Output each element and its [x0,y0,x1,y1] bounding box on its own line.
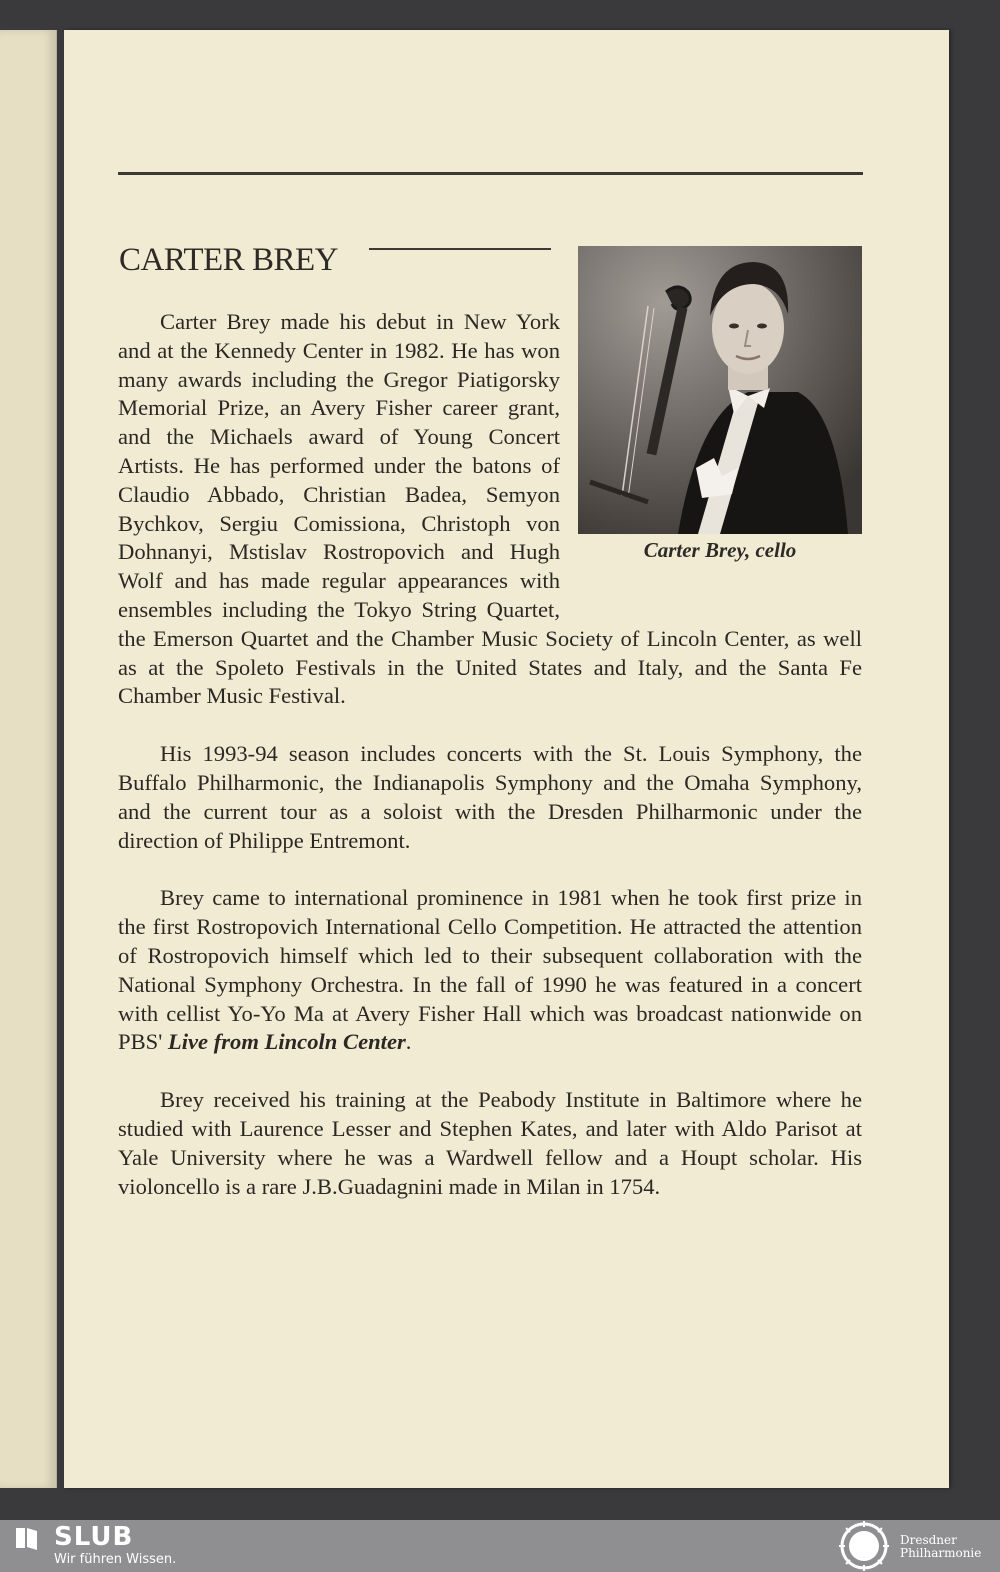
library-tagline: Wir führen Wissen. [54,1552,177,1567]
paragraph-3-end: . [405,1029,412,1055]
paragraph-3-text: Brey came to international prominence in 1981 when he took first prize in the first Rostropovich International Cello Competition. He attracted the attention of Rostropovich himself which led to their subsequent collaboration with the National Symphony Orchestra. In the fall of 1990 he was featured in a concert with cellist Yo-Yo Ma at Avery Fisher Hall which was broadcast nationwide on PBS' [118,885,862,1055]
paragraph-4: Brey received his training at the Peabody Institute in Baltimore where he studied with Laurence Lesser and Stephen Kates, and later with Aldo Parisot at Yale University where he was a Wardwell fellow and a Houpt scholar. His violoncello is a rare J.B.Guadagnini made in Milan in 1754. [118,1087,862,1199]
library-name: SLUB [54,1522,134,1552]
article-body [118,308,862,1230]
document-page [64,30,949,1488]
book-spine-edge [0,30,57,1488]
page-title: CARTER BREY [119,242,338,278]
orchestra-logo-icon [838,1521,890,1571]
orchestra-name [900,1534,981,1560]
photo-wrap-spacer [560,308,862,598]
paragraph-2: His 1993-94 season includes concerts with the St. Louis Symphony, the Buffalo Philharmonic, the Indianapolis Symphony and the Omaha Symphony, and the current tour as a soloist with the Dresden Philharmonic under the direction of Philippe Entremont. [118,741,862,853]
title-rule [369,248,551,250]
footer-bar [0,1520,1000,1572]
orchestra-name-line1: Dresdner [900,1533,957,1547]
paragraph-1: Carter Brey made his debut in New York and at the Kennedy Center in 1982. He has won many awards including the Gregor Piatigorsky Memorial Prize, an Avery Fisher career grant, and the Michaels award of Young Concert Artists. He has performed under the batons of Claudio Abbado, Christian Badea, Semyon Bychkov, Sergiu Comissiona, Christoph von Dohnanyi, Mstislav Rostropovich and Hugh Wolf and has made regular appearances with ensembles including the Tokyo String Quartet, the Emerson Quartet and the Chamber Music Society of Lincoln Center, as well as at the Spoleto Festivals in the United States and Italy, and the Santa Fe Chamber Music Festival. [118,309,862,709]
program-title: Live from Lincoln Center [167,1029,406,1055]
photo-caption: Carter Brey, cello [643,538,797,562]
orchestra-name-line2: Philharmonie [900,1546,982,1560]
book-icon [14,1526,40,1550]
paragraph-3 [118,884,862,1057]
top-rule [118,172,863,175]
